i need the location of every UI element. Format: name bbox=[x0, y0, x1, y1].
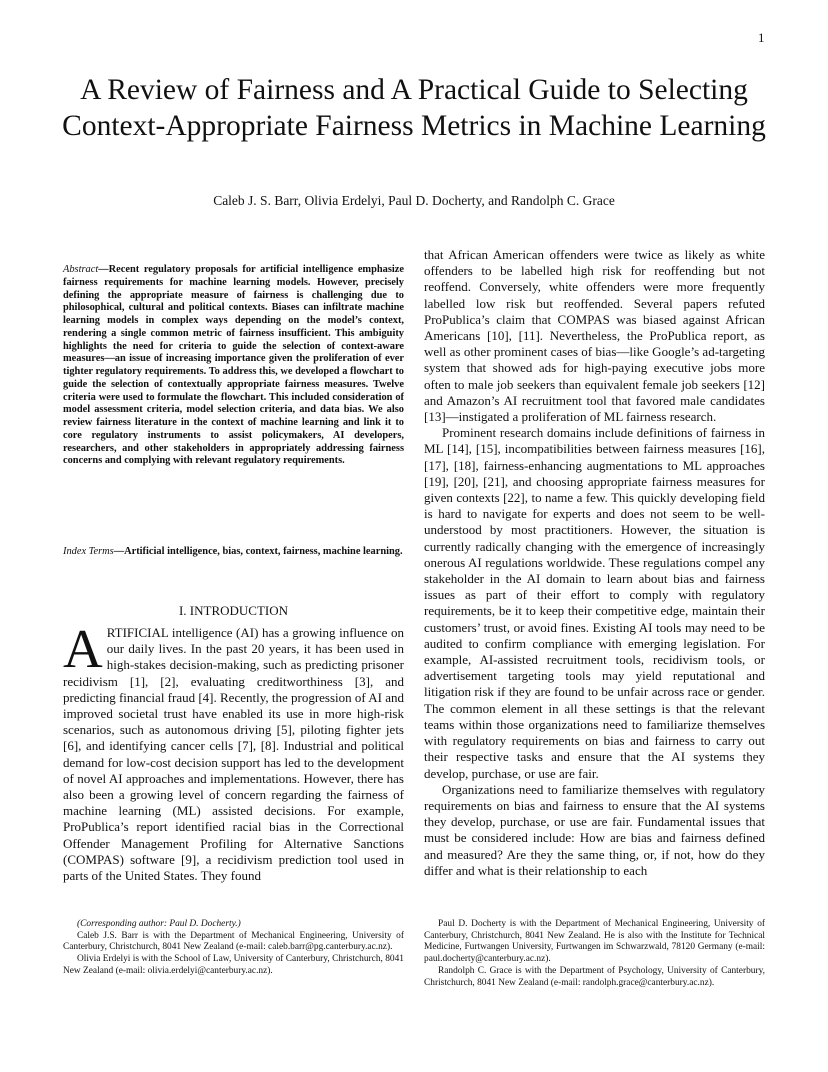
author-affiliation-note: Olivia Erdelyi is with the School of Law, University of Canterbury, Christchurch, 8041 New Zealand (e-mail: olivia.erdelyi@canterbury.ac.nz). bbox=[63, 954, 404, 976]
corresponding-author-note: (Corresponding author: Paul D. Docherty.) bbox=[77, 919, 241, 929]
section-heading: I. INTRODUCTION bbox=[178, 603, 289, 618]
introduction-body bbox=[63, 618, 405, 884]
page-number: 1 bbox=[758, 30, 765, 45]
abstract-text: —Recent regulatory proposals for artificial intelligence emphasize fairness requirements for machine learning models. However, precisely defining the appropriate measure of fairness is challenging due to philosophical, cultural and political contexts. Biases can infiltrate machine learning models in complex ways depending on the model’s context, rendering a single common metric of fairness insufficient. This ambiguity highlights the need for criteria to guide the selection of context-aware measures—an issue of increasing importance given the proliferation of ever tighter regulatory requirements. To address this, we developed a flowchart to guide the selection of contextually appropriate fairness measures. Twelve criteria were used to formulate the flowchart. This included consideration of model assessment criteria, model selection criteria, and data bias. We also review fairness literature in the context of machine learning and link it to core regulatory instruments to assist policymakers, AI developers, researchers, and other stakeholders in appropriately addressing fairness concerns and complying with relevant regulatory requirements. bbox=[63, 264, 404, 467]
body-paragraph: Organizations need to familiarize themselves with regulatory requirements on bias and fairness to ensure that the AI systems they develop, purchase, or use are fair. Fundamental issues that must be considered include: How are bias and fairness defined and measured? Are they the same thing, or, if not, how do they differ and what is their relationship to each bbox=[424, 781, 765, 878]
author-affiliation-note: Paul D. Docherty is with the Department of Mechanical Engineering, University of Canterbury, Christchurch, 8041 New Zealand. He is also with the Institute for Technical Medicine, Furtwangen University, Furtwangen im Schwarzwald, 78120 Germany (e-mail: paul.docherty@canterbury.ac.nz). bbox=[424, 919, 765, 965]
intro-paragraph-text: RTIFICIAL intelligence (AI) has a growing influence on our daily lives. In the past 20 years, it has been used in high-stakes decision-making, such as predicting prisoner recidivism [1], [2], evaluating creditworthiness [3], and predicting financial fraud [4]. Recently, the progression of AI and improved societal trust have enabled its use in more high-risk scenarios, such as autonomous driving [5], piloting fighter jets [6], and identifying cancer cells [7], [8]. Industrial and political demand for low-cost decision support has led to the development of novel AI approaches and implementations. However, there has also been a growing level of concern regarding the fairness of machine learning (ML) assisted decisions. For example, ProPublica’s report identified racial bias in the Correctional Offender Management Profiling for Alternative Sanctions (COMPAS) software [9], a recidivism prediction tool used in parts of the United States. They found bbox=[63, 625, 405, 884]
author-list: Caleb J. S. Barr, Olivia Erdelyi, Paul D. Docherty, and Randolph C. Grace bbox=[213, 193, 615, 208]
index-terms-text: —Artificial intelligence, bias, context, fairness, machine learning. bbox=[113, 546, 403, 557]
drop-cap: A bbox=[63, 618, 103, 679]
footnotes-left bbox=[63, 919, 404, 978]
intro-paragraph bbox=[63, 618, 405, 884]
author-affiliation-note: Caleb J.S. Barr is with the Department of Mechanical Engineering, University of Canterbury, Christchurch, 8041 New Zealand (e-mail: caleb.barr@pg.canterbury.ac.nz). bbox=[63, 930, 404, 953]
abstract-label: Abstract bbox=[63, 264, 99, 275]
index-terms bbox=[63, 546, 404, 559]
author-affiliation-note: Randolph C. Grace is with the Department of Psychology, University of Canterbury, Christchurch, 8041 New Zealand (e-mail: randolph.grace@canterbury.ac.nz). bbox=[424, 965, 765, 988]
body-paragraph: that African American offenders were twice as likely as white offenders to be labelled high risk for reoffending but not reoffend. Conversely, white offenders were more frequently labelled low risk but reoffended. Several papers refuted ProPublica’s claim that COMPAS was biased against African Americans [10], [11]. Nevertheless, the ProPublica report, as well as other prominent cases of bias—like Google’s ad-targeting system that showed ads for high-paying executive jobs more often to male job seekers than equivalent female job seekers [12] and Amazon’s AI recruitment tool that favored male candidates [13]—instigated a proliferation of ML fairness research. bbox=[424, 247, 765, 425]
right-column-body bbox=[424, 247, 765, 879]
index-terms-label: Index Terms bbox=[63, 546, 114, 557]
footnotes-right bbox=[424, 919, 765, 989]
paper-title: A Review of Fairness and A Practical Guide to Selecting Context-Appropriate Fairness Metrics in Machine Learning bbox=[62, 74, 766, 142]
abstract bbox=[63, 264, 404, 468]
body-paragraph: Prominent research domains include definitions of fairness in ML [14], [15], incompatibilities between fairness measures [16], [17], [18], fairness-enhancing augmentations to ML approaches [19], [20], [21], and choosing appropriate fairness measures for given contexts [22], to name a few. This quickly developing field is hard to navigate for experts and does not seem to be well-understood by most practitioners. However, the situation is currently radically changing with the emergence of increasingly onerous AI regulations worldwide. These regulations compel any stakeholder in the AI domain to learn about bias and fairness issues as part of their effort to comply with regulatory requirements, be it to keep their competitive edge, maintain their customers’ trust, or avoid fines. Existing AI tools may need to be audited to confirm compliance with emerging legislation. For example, AI-assisted recruitment tools, recidivism tools, or advertisement targeting tools may yield reputational and litigation risk if they are found to be unfair across race or gender. The common element in all these settings is that the relevant teams within those organizations need to familiarize themselves with regulatory requirements on bias and fairness to carry out their respective tasks and ensure that the AI systems they develop, purchase, or use are fair. bbox=[424, 425, 765, 781]
